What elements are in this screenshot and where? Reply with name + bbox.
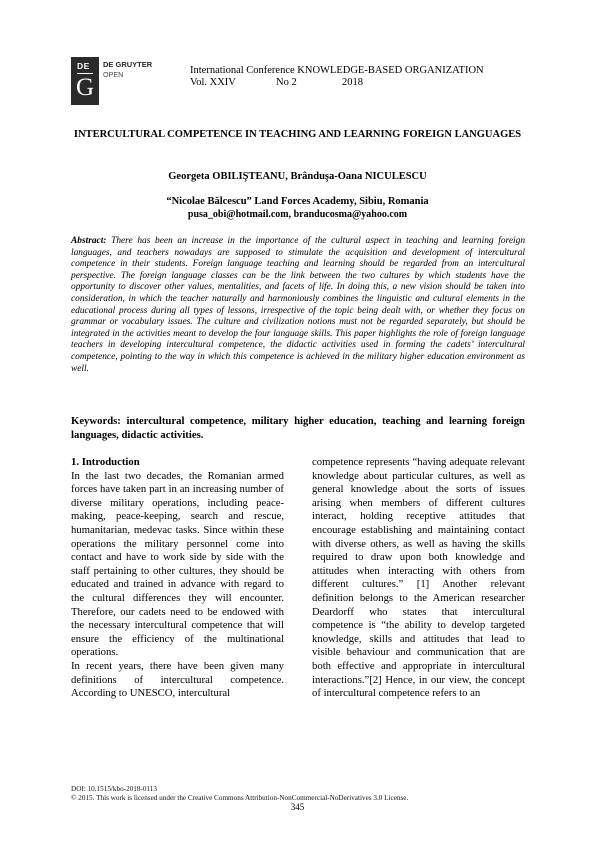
doi: DOI: 10.1515/kbo-2018-0113: [71, 785, 157, 793]
license-notice: © 2015. This work is licensed under the Creative Commons Attribution-NonCommercial-NoDerivatives 3.0 License.: [71, 794, 409, 802]
paragraph: In recent years, there have been given many definitions of intercultural competence. According to UNESCO, intercultural: [71, 659, 284, 700]
abstract: [71, 236, 525, 375]
footer: [71, 785, 408, 803]
affiliation-block: [70, 195, 525, 221]
logo-g-letter: G: [76, 74, 95, 101]
column-left: [71, 456, 284, 701]
keywords: Keywords: intercultural competence, military higher education, teaching and learning foreign languages, didactic activities.: [71, 415, 525, 441]
logo-box: [71, 57, 99, 105]
volume: Vol. XXIV: [190, 77, 236, 88]
page-number: 345: [290, 802, 305, 812]
publisher-logo: [71, 57, 159, 105]
paragraph: In the last two decades, the Romanian armed forces have taken part in an increasing number of diverse military operations, including peace-making, peace-keeping, search and rescue, humanitarian, medevac tasks. Since within these operations the military personnel come into contact and have to work side by side with the staff pertaining to other cultures, they should be educated and trained in advance with regard to the cultural differences they will encounter. Therefore, our cadets need to be endowed with the necessary intercultural competence that will ensure the efficiency of the multinational operations.: [71, 469, 284, 659]
paragraph: competence represents “having adequate relevant knowledge about particular cultures, as well as general knowledge about the sorts of issues arising when members of different cultures interact, holding receptive attitudes that encourage establishing and maintaining contact with diverse others, as well as having the skills required to draw upon both knowledge and attitudes when interacting with others from different cultures.” [1] Another relevant definition belongs to the American researcher Deardorff who states that intercultural competence is “the ability to develop targeted knowledge, skills and attitudes that lead to visible behaviour and communication that are both effective and appropriate in intercultural interactions.”[2] Hence, in our view, the concept of intercultural competence refers to an: [312, 456, 525, 700]
publisher-name: DE GRUYTER: [103, 60, 153, 69]
abstract-label: Abstract:: [71, 236, 107, 246]
author-emails: pusa_obi@hotmail.com, branducosma@yahoo.com: [187, 209, 408, 220]
column-right: [312, 456, 525, 701]
article-title: INTERCULTURAL COMPETENCE IN TEACHING AND LEARNING FOREIGN LANGUAGES: [73, 129, 522, 140]
logo-de-text: DE: [77, 61, 90, 71]
affiliation: “Nicolae Bălcescu” Land Forces Academy, Sibiu, Romania: [166, 196, 429, 207]
publisher-imprint: OPEN: [103, 70, 124, 79]
conference-name: International Conference KNOWLEDGE-BASED ORGANIZATION: [190, 65, 484, 76]
abstract-text: There has been an increase in the importance of the cultural aspect in teaching and learning foreign languages, and teachers nowadays are supposed to stimulate the acquisition and development of intercultural competence in their students. Foreign language teaching and learning should be regarded from an intercultural perspective. The foreign language classes can be the link between the two cultures by which students have the opportunity to discover other values, mentalities, and facets of life. In doing this, a new vision should be taken into consideration, in which the teacher naturally and harmoniously combines the linguistic and cultural elements in the educational process during all types of lessons, irrespective of the topic being dealt with, or whether they focus on grammar or vocabulary issues. The culture and civilization notions must not be regarded separately, but should be integrated in the activities meant to develop the four language skills. This paper highlights the role of foreign language teachers in developing intercultural competence, the didactic activities used in forming the cadets’ intercultural competence, pointing to the way in which this competence is achieved in the military higher education environment as well.: [71, 236, 526, 374]
conference-header: [190, 65, 484, 89]
issue-number: No 2: [276, 77, 297, 88]
section-heading: 1. Introduction: [71, 456, 140, 468]
authors: Georgeta OBILIŞTEANU, Brânduşa-Oana NICULESCU: [168, 171, 427, 182]
year: 2018: [342, 77, 363, 88]
